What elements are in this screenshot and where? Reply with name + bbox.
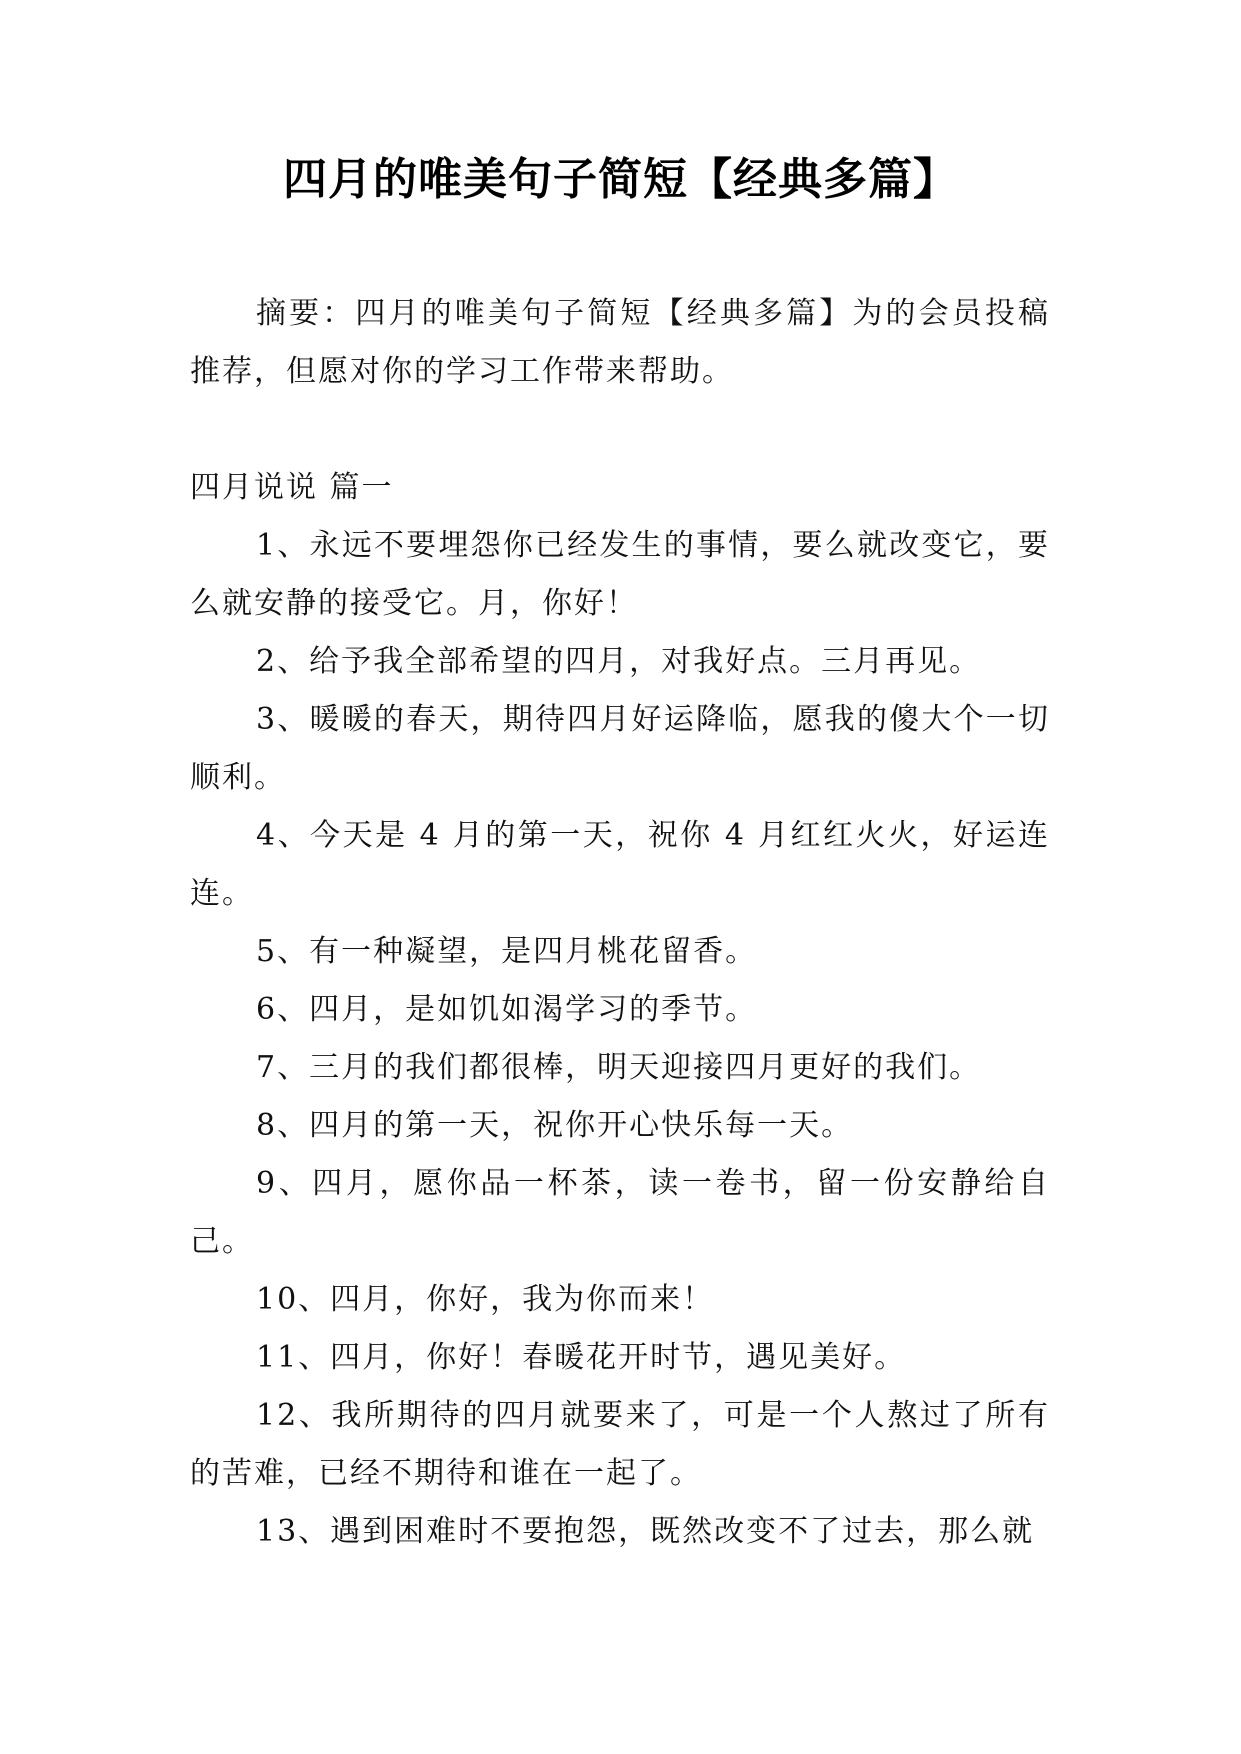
list-item: 4、今天是 4 月的第一天，祝你 4 月红红火火，好运连连。 bbox=[190, 818, 1050, 911]
list-item: 11、四月，你好！春暖花开时节，遇见美好。 bbox=[256, 1340, 907, 1375]
list-item: 1、永远不要埋怨你已经发生的事情，要么就改变它，要么就安静的接受它。月，你好！ bbox=[190, 528, 1050, 621]
list-item: 5、有一种凝望，是四月桃花留香。 bbox=[256, 934, 758, 969]
list-item: 2、给予我全部希望的四月，对我好点。三月再见。 bbox=[256, 644, 982, 679]
list-item: 7、三月的我们都很棒，明天迎接四月更好的我们。 bbox=[256, 1050, 982, 1085]
list-item: 13、遇到困难时不要抱怨，既然改变不了过去，那么就 bbox=[256, 1514, 1035, 1549]
list-item: 6、四月，是如饥如渴学习的季节。 bbox=[256, 992, 758, 1027]
list-item: 9、四月，愿你品一杯茶，读一卷书，留一份安静给自己。 bbox=[190, 1166, 1050, 1259]
list-item: 8、四月的第一天，祝你开心快乐每一天。 bbox=[256, 1108, 854, 1143]
list-item: 3、暖暖的春天，期待四月好运降临，愿我的傻大个一切顺利。 bbox=[190, 702, 1050, 795]
document-title: 四月的唯美句子简短【经典多篇】 bbox=[283, 154, 958, 205]
list-item: 10、四月，你好，我为你而来！ bbox=[256, 1282, 715, 1317]
abstract-paragraph: 摘要：四月的唯美句子简短【经典多篇】为的会员投稿推荐，但愿对你的学习工作带来帮助。 bbox=[190, 296, 1050, 389]
list-item: 12、我所期待的四月就要来了，可是一个人熬过了所有的苦难，已经不期待和谁在一起了。 bbox=[190, 1398, 1050, 1491]
section-heading: 四月说说 篇一 bbox=[190, 470, 394, 505]
document-body bbox=[190, 285, 1050, 1561]
